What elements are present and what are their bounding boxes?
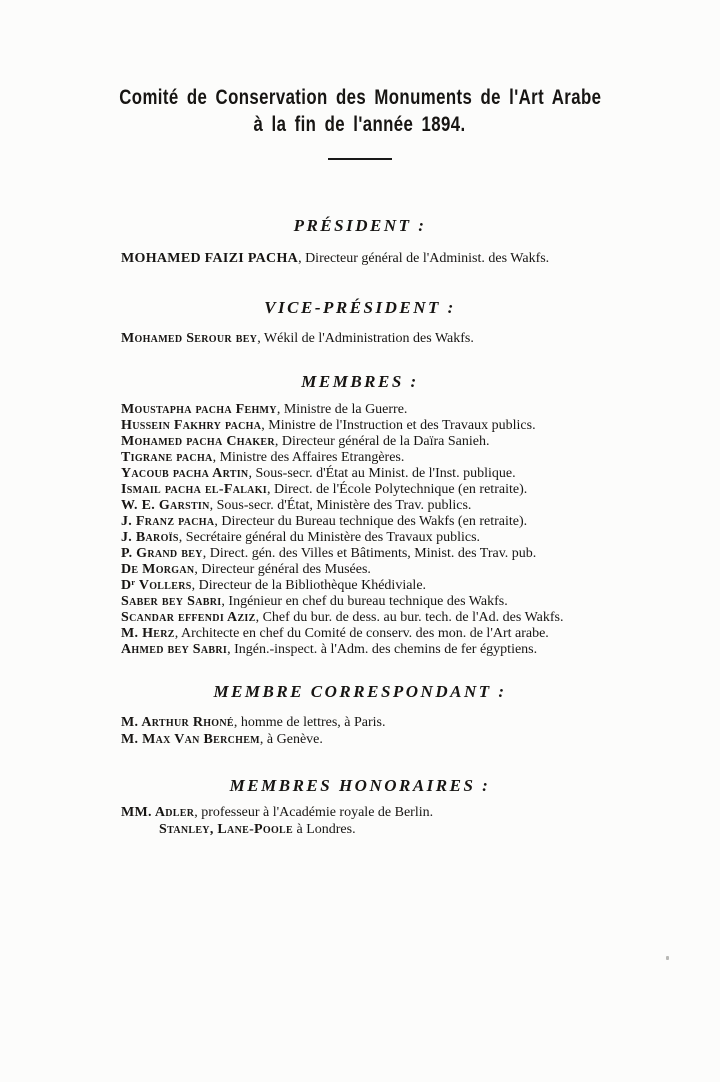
member-entry: [121, 514, 604, 530]
member-name: J. Baroïs: [121, 530, 179, 545]
member-description: , Sous-secr. d'État au Minist. de l'Inst. publique.: [248, 466, 516, 481]
member-description: , Ingén.-inspect. à l'Adm. des chemins de fer égyptiens.: [227, 642, 538, 657]
section-vice-president-heading: VICE-PRÉSIDENT :: [264, 298, 456, 317]
member-entry: [121, 330, 604, 348]
section-membres-heading: MEMBRES :: [301, 372, 419, 391]
member-description: , Wékil de l'Administration des Wakfs.: [257, 331, 474, 346]
member-entry: [121, 418, 604, 434]
member-entry: [121, 731, 604, 748]
member-name: W. E. Garstin: [121, 498, 210, 513]
member-entry: [121, 594, 604, 610]
member-name: J. Franz pacha: [121, 514, 215, 529]
section-membre-correspondant-heading: MEMBRE CORRESPONDANT :: [213, 682, 507, 701]
member-description: , homme de lettres, à Paris.: [233, 715, 386, 730]
member-name: M. Max Van Berchem: [121, 732, 260, 747]
member-name: Mohamed pacha Chaker: [121, 434, 275, 449]
member-description: , professeur à l'Académie royale de Berlin.: [194, 805, 434, 820]
section-president: [116, 216, 604, 268]
member-name: Moustapha pacha Fehmy: [121, 402, 277, 417]
member-name: P. Grand bey: [121, 546, 203, 561]
title-divider: [328, 158, 392, 160]
member-entry: [121, 250, 604, 268]
member-entry: [121, 562, 604, 578]
document-title: [0, 0, 720, 138]
member-description: , Directeur de la Bibliothèque Khédiviale.: [191, 578, 427, 593]
member-description: , Direct. de l'École Polytechnique (en retraite).: [266, 482, 528, 497]
member-entry: [121, 821, 604, 838]
member-name: MM. Adler: [121, 805, 195, 820]
member-name: Ahmed bey Sabri: [121, 642, 228, 657]
member-entry: [121, 610, 604, 626]
section-membres-honoraires-heading: MEMBRES HONORAIRES :: [229, 776, 491, 795]
member-name: Dʳ Vollers: [121, 578, 192, 593]
title-line-2: [0, 111, 720, 138]
member-description: , à Genève.: [259, 732, 323, 747]
section-vice-president: [116, 298, 604, 348]
president-entries: [116, 250, 604, 268]
member-entry: [121, 578, 604, 594]
member-description: à Londres.: [292, 822, 356, 837]
member-description: , Ministre de la Guerre.: [276, 402, 408, 417]
member-name: De Morgan: [121, 562, 195, 577]
member-description: , Secrétaire général du Ministère des Travaux publics.: [178, 530, 481, 545]
member-description: , Ministre de l'Instruction et des Travaux publics.: [261, 418, 536, 433]
vice-president-entries: [116, 330, 604, 348]
section-membre-correspondant: [116, 682, 604, 748]
member-entry: [121, 642, 604, 658]
member-description: , Sous-secr. d'État, Ministère des Trav. publics.: [209, 498, 472, 513]
title-line-1-text: Comité de Conservation des Monuments de l'Art Arabe: [118, 86, 602, 109]
section-membres: [116, 372, 604, 658]
membres-entries: [116, 402, 604, 658]
member-entry: [121, 482, 604, 498]
scan-ink-speck: [666, 956, 669, 960]
member-entry: [121, 714, 604, 731]
member-name: M. Herz: [121, 626, 175, 641]
member-description: , Ministre des Affaires Etrangères.: [212, 450, 405, 465]
membres-honoraires-entries: [116, 804, 604, 838]
member-name: Scandar effendi Aziz: [121, 610, 256, 625]
section-membres-honoraires: [116, 776, 604, 838]
member-description: , Directeur général des Musées.: [194, 562, 371, 577]
member-entry: [121, 434, 604, 450]
member-name: M. Arthur Rhoné: [121, 715, 234, 730]
member-entry: [121, 546, 604, 562]
member-description: , Architecte en chef du Comité de conserv. des mon. de l'Art arabe.: [174, 626, 549, 641]
member-entry: [121, 466, 604, 482]
member-name: Mohamed Serour bey: [121, 331, 258, 346]
member-name: Yacoub pacha Artin: [121, 466, 249, 481]
member-description: , Directeur du Bureau technique des Wakfs (en retraite).: [214, 514, 528, 529]
member-name: Saber bey Sabri: [121, 594, 222, 609]
member-name: MOHAMED FAIZI PACHA: [121, 251, 299, 266]
member-entry: [121, 450, 604, 466]
member-name: Ismail pacha el-Falaki: [121, 482, 267, 497]
member-entry: [121, 804, 604, 821]
member-description: , Chef du bur. de dess. au bur. tech. de l'Ad. des Wakfs.: [255, 610, 564, 625]
member-entry: [121, 498, 604, 514]
member-entry: [121, 530, 604, 546]
member-name: Stanley, Lane-Poole: [159, 822, 293, 837]
member-description: , Directeur général de la Daïra Sanieh.: [274, 434, 490, 449]
member-description: , Directeur général de l'Administ. des Wakfs.: [298, 251, 550, 266]
membre-correspondant-entries: [116, 714, 604, 748]
section-president-heading: PRÉSIDENT :: [293, 216, 427, 235]
member-description: , Direct. gén. des Villes et Bâtiments, Minist. des Trav. pub.: [202, 546, 537, 561]
member-name: Tigrane pacha: [121, 450, 213, 465]
member-description: , Ingénieur en chef du bureau technique des Wakfs.: [221, 594, 508, 609]
title-line-1: [0, 84, 720, 111]
member-name: Hussein Fakhry pacha: [121, 418, 262, 433]
title-line-2-text: à la fin de l'année 1894.: [253, 113, 467, 136]
member-entry: [121, 626, 604, 642]
document-content: [116, 216, 604, 838]
member-entry: [121, 402, 604, 418]
